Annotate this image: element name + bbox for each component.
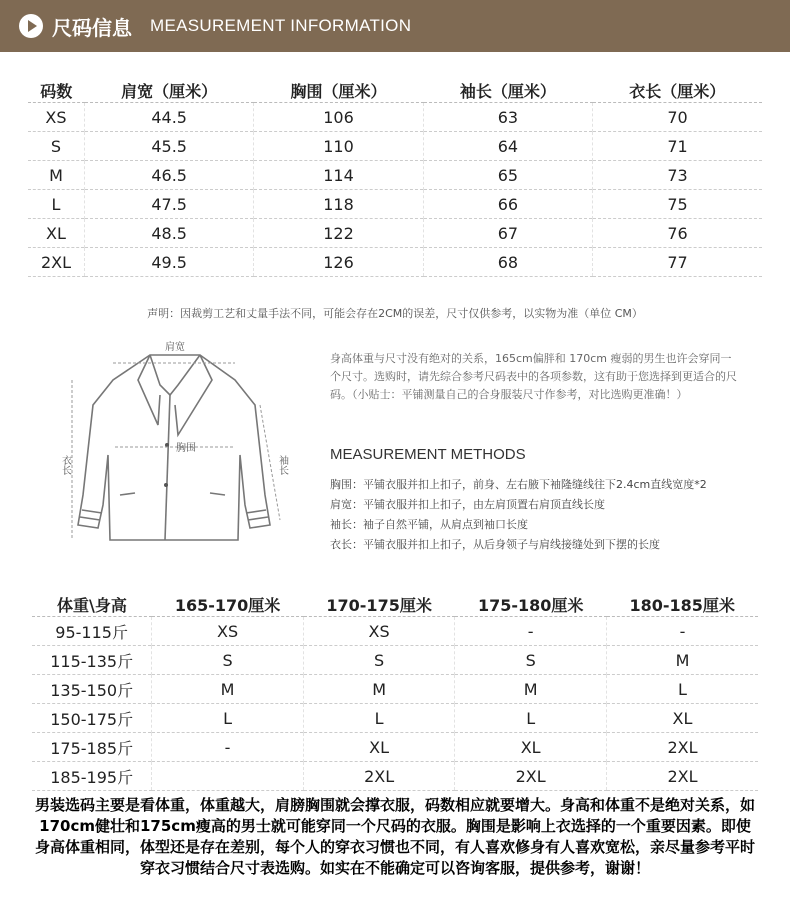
fit-cell: M — [152, 675, 304, 704]
table-row — [32, 733, 758, 762]
header-title-en: MEASUREMENT INFORMATION — [150, 16, 412, 35]
table-row — [32, 617, 758, 646]
fit-cell: 175-185斤 — [32, 733, 152, 762]
fit-cell: 95-115斤 — [32, 617, 152, 646]
size-cell: 65 — [423, 161, 592, 190]
fit-cell: L — [303, 704, 455, 733]
fit-cell: L — [606, 675, 758, 704]
sleeve-label: 袖长 — [276, 455, 288, 475]
size-cell: 67 — [423, 219, 592, 248]
chest-label: 胸围 — [176, 443, 196, 454]
methods-title: MEASUREMENT METHODS — [330, 446, 526, 463]
size-cell: 63 — [423, 103, 592, 132]
size-cell: L — [28, 190, 84, 219]
table-row — [28, 248, 762, 277]
fit-cell: L — [152, 704, 304, 733]
size-cell: 49.5 — [84, 248, 253, 277]
table-row — [28, 190, 762, 219]
header-title-cn: 尺码信息 — [52, 16, 132, 40]
size-cell: 122 — [254, 219, 423, 248]
size-cell: 77 — [593, 248, 762, 277]
fit-cell: S — [303, 646, 455, 675]
table-row — [28, 132, 762, 161]
fit-cell: - — [152, 733, 304, 762]
fit-header: 165-170厘米 — [152, 592, 304, 617]
fit-cell: 150-175斤 — [32, 704, 152, 733]
table-row — [28, 103, 762, 132]
size-cell: S — [28, 132, 84, 161]
size-cell: 48.5 — [84, 219, 253, 248]
fit-cell: 2XL — [606, 762, 758, 791]
jacket-diagram — [60, 335, 290, 565]
size-header: 衣长（厘米） — [593, 78, 762, 103]
table-row — [32, 704, 758, 733]
size-cell: 114 — [254, 161, 423, 190]
method-item: 衣长：平铺衣服并扣上扣子，从后身领子与肩线接缝处到下摆的长度 — [330, 538, 660, 551]
fit-cell: M — [455, 675, 607, 704]
length-label: 衣长 — [60, 455, 71, 475]
size-cell: 71 — [593, 132, 762, 161]
size-cell: 2XL — [28, 248, 84, 277]
size-header: 肩宽（厘米） — [84, 78, 253, 103]
size-cell: 45.5 — [84, 132, 253, 161]
size-header: 码数 — [28, 78, 84, 103]
shoulder-label: 肩宽 — [165, 342, 185, 353]
size-cell: 46.5 — [84, 161, 253, 190]
fit-cell: S — [152, 646, 304, 675]
fit-cell: 135-150斤 — [32, 675, 152, 704]
fit-cell: 2XL — [606, 733, 758, 762]
fit-cell: 2XL — [303, 762, 455, 791]
header-bar — [0, 0, 790, 52]
fit-cell: 115-135斤 — [32, 646, 152, 675]
size-cell: 44.5 — [84, 103, 253, 132]
method-item: 肩宽：平铺衣服并扣上扣子，由左肩顶置右肩顶直线长度 — [330, 498, 605, 511]
play-icon — [19, 14, 43, 38]
size-cell: 47.5 — [84, 190, 253, 219]
size-cell: 64 — [423, 132, 592, 161]
size-cell: 66 — [423, 190, 592, 219]
fit-header: 170-175厘米 — [303, 592, 455, 617]
table-row — [28, 219, 762, 248]
size-cell: XS — [28, 103, 84, 132]
fit-cell: M — [303, 675, 455, 704]
fit-header: 175-180厘米 — [455, 592, 607, 617]
fit-cell: XL — [303, 733, 455, 762]
table-row — [32, 646, 758, 675]
size-table — [28, 78, 762, 277]
size-description: 身高体重与尺寸没有绝对的关系，165cm偏胖和 170cm 瘦弱的男生也许会穿同一个尺寸。选购时，请先综合参考尺码表中的各项参数，这有助于您选择到更适合的尺码。（小贴士：平铺测量自己的合身服装尺寸作参考，对比选购更准确！） — [330, 352, 737, 401]
size-cell: 75 — [593, 190, 762, 219]
size-cell: 76 — [593, 219, 762, 248]
size-cell: M — [28, 161, 84, 190]
fit-cell: - — [455, 617, 607, 646]
method-item: 胸围：平铺衣服并扣上扣子，前身、左右腋下袖隆缝线往下2.4cm直线宽度*2 — [330, 478, 707, 491]
fit-header: 体重\身高 — [32, 592, 152, 617]
fit-cell: XL — [455, 733, 607, 762]
size-cell: 73 — [593, 161, 762, 190]
fit-cell: XS — [152, 617, 304, 646]
table-row — [32, 762, 758, 791]
fit-table — [32, 592, 758, 791]
table-row — [28, 161, 762, 190]
fit-cell — [152, 762, 304, 791]
fit-cell: L — [455, 704, 607, 733]
size-cell: 118 — [254, 190, 423, 219]
fit-cell: S — [455, 646, 607, 675]
fit-cell: XS — [303, 617, 455, 646]
size-header: 袖长（厘米） — [423, 78, 592, 103]
fit-header: 180-185厘米 — [606, 592, 758, 617]
size-cell: 106 — [254, 103, 423, 132]
fit-cell: 185-195斤 — [32, 762, 152, 791]
size-cell: 126 — [254, 248, 423, 277]
table-row — [32, 675, 758, 704]
size-cell: 70 — [593, 103, 762, 132]
size-header: 胸围（厘米） — [254, 78, 423, 103]
fit-cell: XL — [606, 704, 758, 733]
size-cell: 110 — [254, 132, 423, 161]
sizing-advice: 男装选码主要是看体重，体重越大，肩膀胸围就会撑衣服，码数相应就要增大。身高和体重不是绝对关系，如170cm健壮和175cm瘦高的男士就可能穿同一个尺码的衣服。胸围是影响上衣选择的一个重要因素。即使身高体重相同，体型还是存在差别，每个人的穿衣习惯也不同，有人喜欢修身有人喜欢宽松，亲尽量参考平时穿衣习惯结合尺寸表选购。如实在不能确定可以咨询客服，提供参考，谢谢！ — [34, 796, 755, 877]
size-cell: XL — [28, 219, 84, 248]
size-cell: 68 — [423, 248, 592, 277]
fit-cell: - — [606, 617, 758, 646]
method-item: 袖长：袖子自然平铺，从肩点到袖口长度 — [330, 518, 528, 531]
fit-cell: 2XL — [455, 762, 607, 791]
fit-cell: M — [606, 646, 758, 675]
disclaimer: 声明：因裁剪工艺和丈量手法不同，可能会存在2CM的误差，尺寸仅供参考，以实物为准（单位 CM） — [147, 307, 643, 320]
